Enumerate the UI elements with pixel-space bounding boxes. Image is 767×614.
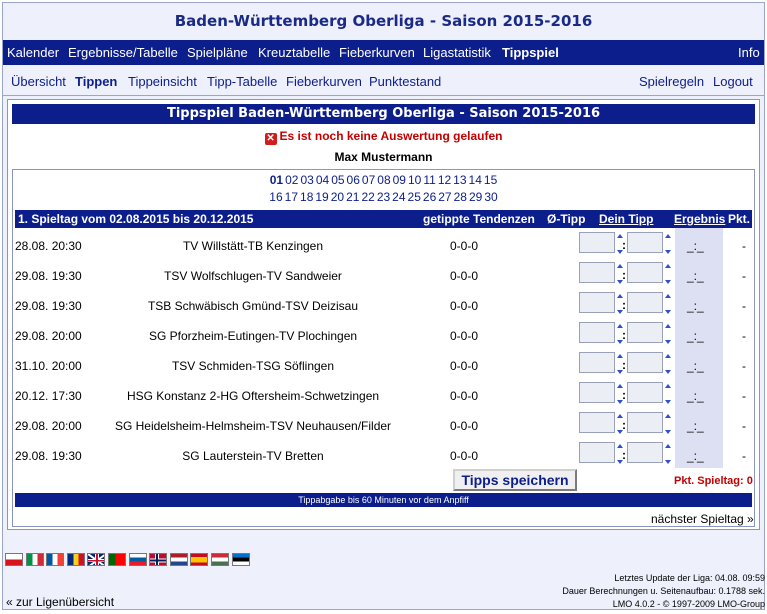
match-tendency: 0-0-0 <box>450 389 479 403</box>
nav-kalender[interactable]: Kalender <box>7 45 60 60</box>
last-update: Letztes Update der Liga: 04.08. 09:59 <box>614 573 765 583</box>
away-goals-input[interactable] <box>627 232 663 253</box>
away-spin-up-icon[interactable] <box>665 294 671 298</box>
match-date: 20.12. 17:30 <box>15 389 82 403</box>
match-date: 31.10. 20:00 <box>15 359 82 373</box>
match-date: 29.08. 19:30 <box>15 299 82 313</box>
error-icon: ✕ <box>266 133 275 144</box>
match-row <box>13 260 754 290</box>
match-row <box>13 440 754 470</box>
matchday-link[interactable]: 13 <box>453 173 467 187</box>
away-spin-up-icon[interactable] <box>665 264 671 268</box>
home-goals-input[interactable] <box>579 322 615 343</box>
away-spin-up-icon[interactable] <box>665 234 671 238</box>
away-goals-input[interactable] <box>627 442 663 463</box>
uk-flag[interactable] <box>87 553 105 566</box>
match-points: - <box>742 449 746 463</box>
match-teams: TSV Schmiden-TSG Söflingen <box>171 359 335 373</box>
portugal-flag[interactable] <box>108 553 126 566</box>
match-teams: SG Pforzheim-Eutingen-TV Plochingen <box>148 329 358 343</box>
home-goals-input[interactable] <box>579 382 615 403</box>
panel-title: Tippspiel Baden-Württemberg Oberliga - Saison 2015-2016 <box>12 104 755 124</box>
subnav-fieberkurven[interactable]: Fieberkurven <box>286 74 362 89</box>
header-avg-tipp: Ø-Tipp <box>547 212 586 226</box>
match-teams: SG Lauterstein-TV Bretten <box>182 449 324 463</box>
hungary-flag[interactable] <box>211 553 229 566</box>
nav-info[interactable]: Info <box>738 45 760 60</box>
warning-message <box>8 129 759 145</box>
match-row <box>13 350 754 380</box>
points-matchday: Pkt. Spieltag: 0 <box>674 475 753 487</box>
matchday-link[interactable]: 21 <box>346 190 360 204</box>
matchday-link[interactable]: 25 <box>407 190 421 204</box>
match-tendency: 0-0-0 <box>450 359 479 373</box>
away-spin-up-icon[interactable] <box>665 444 671 448</box>
netherlands-flag[interactable] <box>170 553 188 566</box>
away-spin-up-icon[interactable] <box>665 414 671 418</box>
slovenia-flag[interactable] <box>129 553 147 566</box>
matchday-table <box>12 169 755 527</box>
away-goals-input[interactable] <box>627 262 663 283</box>
match-date: 28.08. 20:30 <box>15 239 82 253</box>
matchday-link[interactable]: 16 <box>269 190 283 204</box>
match-result: _:_ <box>687 299 704 313</box>
match-date: 29.08. 20:00 <box>15 329 82 343</box>
matchday-link[interactable]: 20 <box>330 190 345 204</box>
matchday-link[interactable]: 03 <box>300 173 314 187</box>
match-tendency: 0-0-0 <box>450 419 479 433</box>
tipp-separator: : <box>622 328 626 342</box>
matchday-link[interactable]: 27 <box>438 190 452 204</box>
matchday-link[interactable]: 26 <box>422 190 437 204</box>
match-result: _:_ <box>687 269 704 283</box>
subnav-spielregeln[interactable]: Spielregeln <box>639 74 705 89</box>
match-teams: TSV Wolfschlugen-TV Sandweier <box>164 269 342 283</box>
match-tendency: 0-0-0 <box>450 239 479 253</box>
match-row <box>13 410 754 440</box>
match-tendency: 0-0-0 <box>450 329 479 343</box>
header-spieltag: 1. Spieltag vom 02.08.2015 bis 20.12.2015 <box>18 212 254 226</box>
match-teams: HSG Konstanz 2-HG Oftersheim-Schwetzingen <box>126 389 380 403</box>
matchday-link[interactable]: 29 <box>468 190 483 204</box>
save-tipps-button[interactable]: Tipps speichern <box>453 469 577 491</box>
matchday-link[interactable]: 01 <box>269 173 284 187</box>
away-spin-down-icon[interactable] <box>665 340 671 344</box>
away-goals-input[interactable] <box>627 352 663 373</box>
matchday-link[interactable]: 19 <box>315 190 329 204</box>
tipp-separator: : <box>622 418 626 432</box>
matchday-link[interactable]: 10 <box>407 173 422 187</box>
main-nav <box>3 40 764 65</box>
away-spin-down-icon[interactable] <box>665 460 671 464</box>
tipp-deadline-note: Tippabgabe bis 60 Minuten vor dem Anpfiff <box>15 493 752 507</box>
nav-ergebnisse-tabelle[interactable]: Ergebnisse/Tabelle <box>68 45 178 60</box>
away-spin-down-icon[interactable] <box>665 310 671 314</box>
tipp-separator: : <box>622 268 626 282</box>
norway-flag-cross <box>150 554 167 566</box>
home-goals-input[interactable] <box>579 352 615 373</box>
match-row <box>13 230 754 260</box>
away-goals-input[interactable] <box>627 412 663 433</box>
away-spin-down-icon[interactable] <box>665 280 671 284</box>
matchday-link[interactable]: 05 <box>331 173 345 187</box>
match-tendency: 0-0-0 <box>450 299 479 313</box>
matchday-link[interactable]: 11 <box>423 173 436 187</box>
tipp-separator: : <box>622 298 626 312</box>
matchday-link[interactable]: 06 <box>346 173 360 187</box>
matchday-link[interactable]: 17 <box>284 190 299 204</box>
away-goals-input[interactable] <box>627 322 663 343</box>
romania-flag[interactable] <box>67 553 85 566</box>
match-points: - <box>742 389 746 403</box>
matchday-link[interactable]: 08 <box>377 173 391 187</box>
matchday-link[interactable]: 09 <box>392 173 406 187</box>
match-teams: TV Willstätt-TB Kenzingen <box>182 239 324 253</box>
tippspiel-panel <box>7 99 760 530</box>
subnav-uebersicht[interactable]: Übersicht <box>11 74 66 89</box>
match-points: - <box>742 299 746 313</box>
match-result: _:_ <box>687 389 704 403</box>
match-teams: TSB Schwäbisch Gmünd-TSV Deizisau <box>147 299 359 313</box>
nav-spielplaene[interactable]: Spielpläne <box>187 45 248 60</box>
match-result: _:_ <box>687 239 704 253</box>
away-spin-up-icon[interactable] <box>665 384 671 388</box>
subnav-punktestand[interactable]: Punktestand <box>369 74 442 89</box>
match-result: _:_ <box>687 329 704 343</box>
match-points: - <box>742 239 746 253</box>
uk-flag-cross <box>88 554 105 566</box>
matchday-link[interactable]: 14 <box>468 173 482 187</box>
nav-tippspiel[interactable]: Tippspiel <box>502 45 559 60</box>
away-spin-down-icon[interactable] <box>665 430 671 434</box>
czech-flag[interactable] <box>5 553 23 566</box>
home-goals-input[interactable] <box>579 232 615 253</box>
away-spin-down-icon[interactable] <box>665 250 671 254</box>
match-result: _:_ <box>687 449 704 463</box>
away-spin-down-icon[interactable] <box>665 400 671 404</box>
matchday-link[interactable]: 18 <box>300 190 314 204</box>
matchday-link[interactable]: 23 <box>376 190 391 204</box>
subnav-logout[interactable]: Logout <box>713 74 753 89</box>
match-result: _:_ <box>687 419 704 433</box>
table-header <box>15 210 752 228</box>
home-goals-input[interactable] <box>579 262 615 283</box>
calc-duration: Dauer Berechnungen u. Seitenaufbau: 0.1788 sek. <box>562 586 765 596</box>
italy-flag[interactable] <box>26 553 44 566</box>
sub-nav <box>3 66 764 96</box>
match-points: - <box>742 329 746 343</box>
away-spin-up-icon[interactable] <box>665 324 671 328</box>
away-goals-input[interactable] <box>627 382 663 403</box>
matchday-link[interactable]: 02 <box>285 173 299 187</box>
tipp-separator: : <box>622 358 626 372</box>
tipp-separator: : <box>622 238 626 252</box>
match-row <box>13 320 754 350</box>
subnav-tippeinsicht[interactable]: Tippeinsicht <box>128 74 197 89</box>
match-tendency: 0-0-0 <box>450 449 479 463</box>
site-title: Baden-Württemberg Oberliga - Saison 2015-2016 <box>3 3 764 39</box>
matchday-link[interactable]: 24 <box>392 190 406 204</box>
matchday-link[interactable]: 15 <box>483 173 498 187</box>
header-ergebnis[interactable]: Ergebnis <box>674 212 726 226</box>
match-result: _:_ <box>687 359 704 373</box>
header-pkt: Pkt. <box>728 212 751 226</box>
home-goals-input[interactable] <box>579 292 615 313</box>
home-goals-input[interactable] <box>579 442 615 463</box>
match-date: 29.08. 19:30 <box>15 269 82 283</box>
matchday-link[interactable]: 12 <box>437 173 452 187</box>
match-date: 29.08. 20:00 <box>15 419 82 433</box>
match-row <box>13 380 754 410</box>
away-spin-up-icon[interactable] <box>665 354 671 358</box>
subnav-tipp-tabelle[interactable]: Tipp-Tabelle <box>207 74 278 89</box>
nav-fieberkurven[interactable]: Fieberkurven <box>339 45 415 60</box>
back-to-leagues-link[interactable]: « zur Ligenübersicht <box>6 595 115 609</box>
matchday-link[interactable]: 04 <box>315 173 330 187</box>
match-teams: SG Heidelsheim-Helmsheim-TSV Neuhausen/Filder <box>114 419 392 433</box>
tipp-separator: : <box>622 448 626 462</box>
match-points: - <box>742 359 746 373</box>
spain-flag[interactable] <box>190 553 208 566</box>
match-row <box>13 290 754 320</box>
match-points: - <box>742 269 746 283</box>
matchday-link[interactable]: 30 <box>484 190 498 204</box>
home-goals-input[interactable] <box>579 412 615 433</box>
user-name: Max Mustermann <box>334 150 433 164</box>
match-points: - <box>742 419 746 433</box>
copyright-link[interactable]: LMO 4.0.2 - © 1997-2009 LMO-Group <box>612 599 765 609</box>
matchday-link[interactable]: 28 <box>453 190 467 204</box>
norway-flag[interactable] <box>149 553 167 566</box>
next-matchday-link[interactable]: nächster Spieltag » <box>651 512 754 526</box>
tipp-separator: : <box>622 388 626 402</box>
estonia-flag[interactable] <box>232 553 250 566</box>
matchday-links-row2 <box>13 190 754 204</box>
match-date: 29.08. 19:30 <box>15 449 82 463</box>
away-spin-down-icon[interactable] <box>665 370 671 374</box>
france-flag[interactable] <box>46 553 64 566</box>
header-tendenzen: getippte Tendenzen <box>423 212 535 226</box>
nav-ligastatistik[interactable]: Ligastatistik <box>423 45 491 60</box>
match-tendency: 0-0-0 <box>450 269 479 283</box>
header-dein-tipp[interactable]: Dein Tipp <box>599 212 654 226</box>
subnav-tippen[interactable]: Tippen <box>75 74 118 89</box>
away-goals-input[interactable] <box>627 292 663 313</box>
nav-kreuztabelle[interactable]: Kreuztabelle <box>258 45 331 60</box>
matchday-link[interactable]: 22 <box>361 190 375 204</box>
matchday-links-row1 <box>13 173 754 187</box>
warning-text: Es ist noch keine Auswertung gelaufen <box>279 129 503 143</box>
matchday-link[interactable]: 07 <box>361 173 376 187</box>
